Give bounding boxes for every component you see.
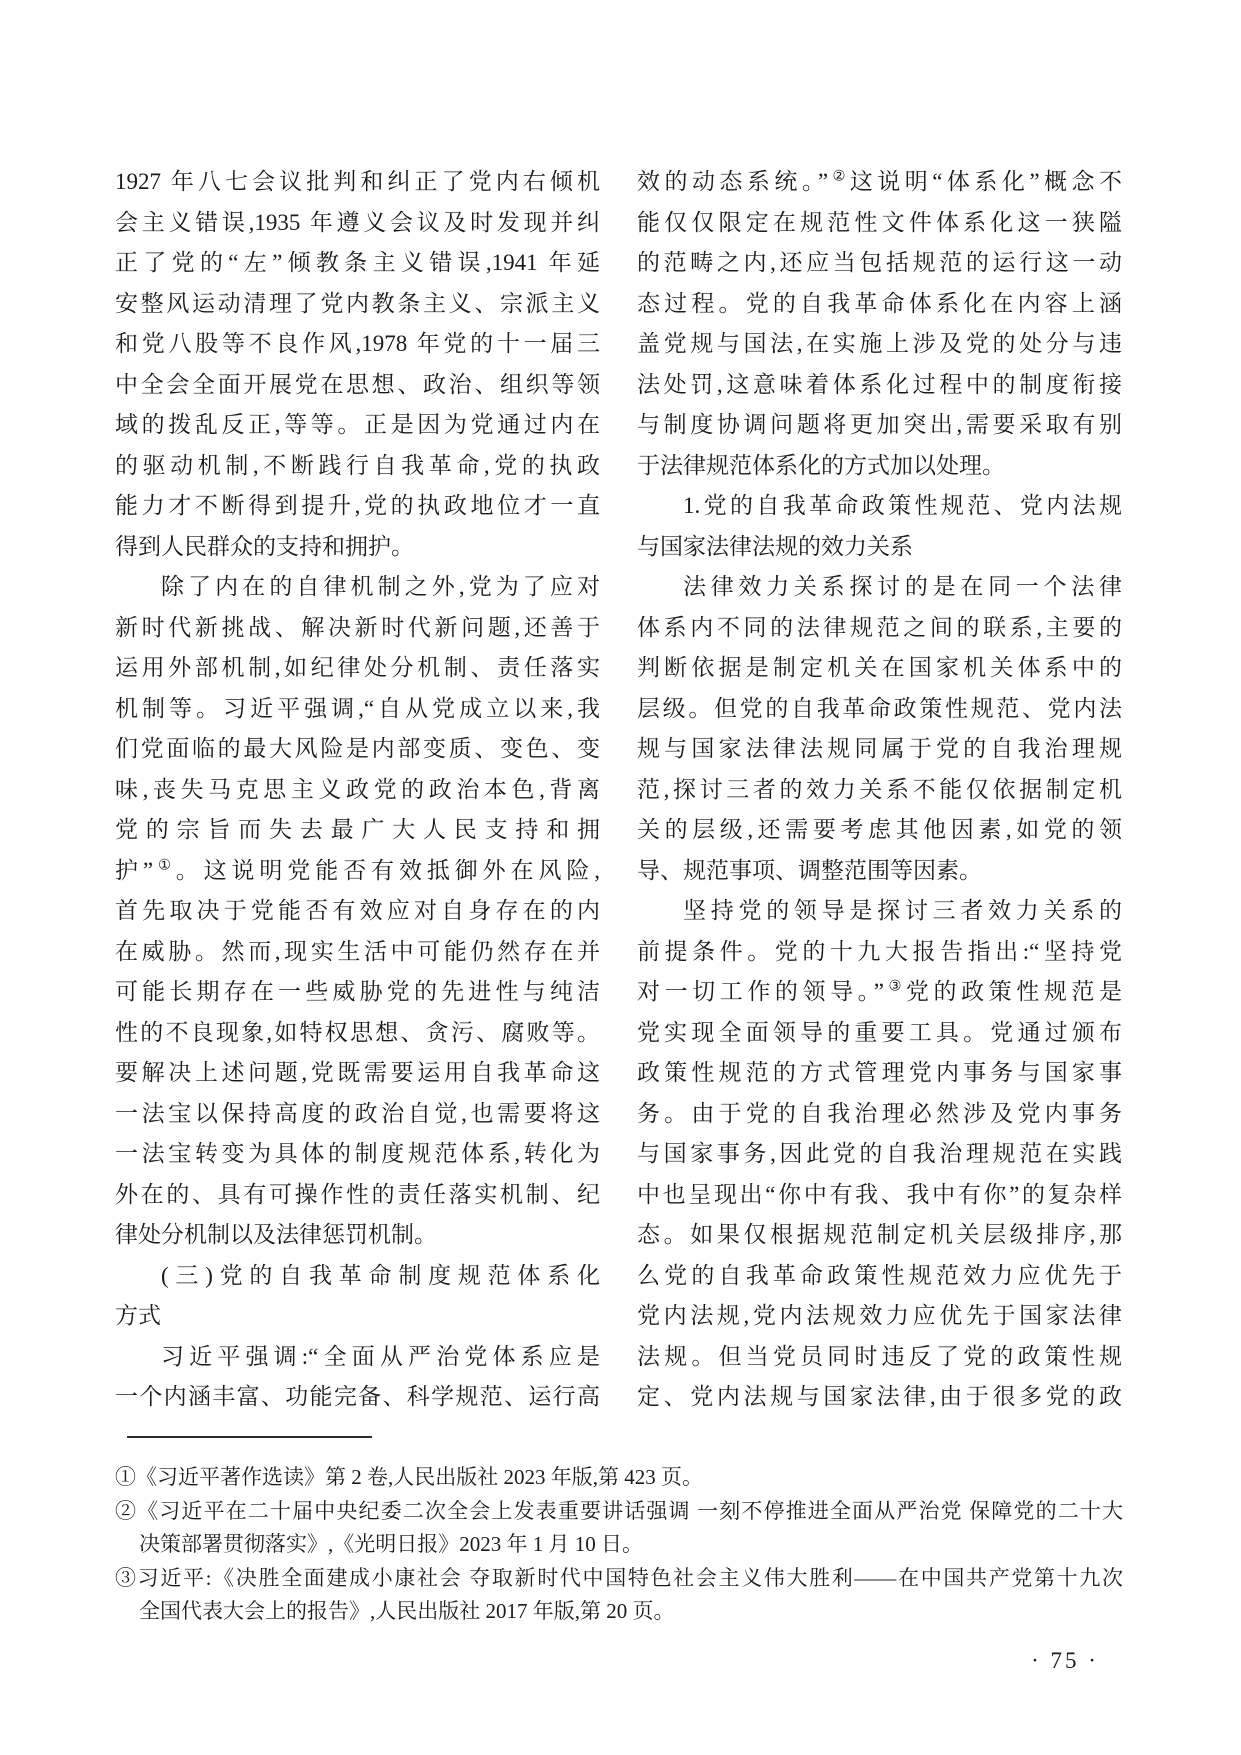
text-line: 于法律规范体系化的方式加以处理。 [637, 452, 1005, 478]
text-line: 律处分机制以及法律惩罚机制。 [115, 1222, 437, 1247]
text-line: 们党面临的最大风险是内部变质、变色、变 [115, 736, 600, 761]
text-line: 外在的、具有可操作性的责任落实机制、纪 [115, 1181, 600, 1207]
text-line: 方式 [115, 1303, 161, 1328]
text-line: 规与国家法律法规同属于党的自我治理规 [637, 736, 1122, 761]
text-line: 域的拨乱反正,等等。正是因为党通过内在 [115, 412, 600, 437]
text-line: 1927 年八七会议批判和纠正了党内右倾机 [115, 169, 600, 194]
text-line: 一法宝以保持高度的政治自觉,也需要将这 [115, 1100, 600, 1126]
text-line: 中全会全面开展党在思想、政治、组织等领 [115, 371, 600, 397]
text-line: 能力才不断得到提升,党的执政地位才一直 [115, 493, 600, 518]
footnotes-block [115, 1461, 1123, 1629]
text-line: 得到人民群众的支持和拥护。 [115, 533, 414, 559]
page-number: · 75 · [1031, 1648, 1099, 1673]
text-line: 法处罚,这意味着体系化过程中的制度衔接 [637, 371, 1122, 397]
right-text-column [637, 162, 1122, 1418]
text-line: 性的不良现象,如特权思想、贪污、腐败等。 [115, 1019, 600, 1045]
text-line: 中也呈现出“你中有我、我中有你”的复杂样 [637, 1181, 1122, 1207]
text-line: 坚持党的领导是探讨三者效力关系的 [683, 898, 1122, 923]
footnote-ref-marker: ① [153, 856, 176, 873]
text-line: 政策性规范的方式管理党内事务与国家事 [637, 1060, 1122, 1085]
text-line: 党的宗旨而失去最广大人民支持和拥 [115, 817, 600, 842]
text-line: 在威胁。然而,现实生活中可能仍然存在并 [115, 938, 600, 964]
text-line: 态。如果仅根据规范制定机关层级排序,那 [637, 1222, 1122, 1247]
text-line: 可能长期存在一些威胁党的先进性与纯洁 [115, 979, 600, 1004]
footnote-line: ③习近平:《决胜全面建成小康社会 夺取新时代中国特色社会主义伟大胜利——在中国共产党第十九次 [115, 1565, 1123, 1590]
text-line: 定、党内法规与国家法律,由于很多党的政 [637, 1384, 1122, 1409]
text-line: 新时代新挑战、解决新时代新问题,还善于 [115, 614, 600, 640]
text-line: 体系内不同的法律规范之间的联系,主要的 [637, 614, 1122, 640]
footnote-line: ①《习近平著作选读》第 2 卷,人民出版社 2023 年版,第 423 页。 [115, 1465, 703, 1489]
footnote-line: ②《习近平在二十届中央纪委二次全会上发表重要讲话强调 一刻不停推进全面从严治党 保障党的二十大 [115, 1498, 1123, 1523]
text-line: 要解决上述问题,党既需要运用自我革命这 [115, 1060, 600, 1085]
left-text-column [115, 162, 600, 1418]
footnote-line: 决策部署贯彻落实》,《光明日报》2023 年 1 月 10 日。 [139, 1532, 643, 1556]
text-line: 关的层级,还需要考虑其他因素,如党的领 [637, 817, 1122, 842]
text-line: 判断依据是制定机关在国家机关体系中的 [637, 655, 1122, 680]
text-line: 一个内涵丰富、功能完备、科学规范、运行高 [115, 1384, 600, 1409]
text-line: 党实现全面领导的重要工具。党通过颁布 [637, 1019, 1122, 1045]
text-line: 正了党的“左”倾教条主义错误,1941 年延 [115, 250, 600, 275]
text-line: 和党八股等不良作风,1978 年党的十一届三 [115, 331, 600, 356]
text-line: 的驱动机制,不断践行自我革命,党的执政 [115, 452, 600, 478]
footnote-ref-marker: ② [828, 168, 850, 185]
text-line: 党内法规,党内法规效力应优先于国家法律 [637, 1303, 1122, 1328]
text-line: 范,探讨三者的效力关系不能仅依据制定机 [637, 776, 1122, 802]
text-line: 么党的自我革命政策性规范效力应优先于 [637, 1262, 1122, 1288]
text-line: 除了内在的自律机制之外,党为了应对 [161, 574, 600, 599]
text-line: 能仅仅限定在规范性文件体系化这一狭隘 [637, 209, 1122, 235]
text-line: 安整风运动清理了党内教条主义、宗派主义 [115, 290, 600, 316]
text-line: 运用外部机制,如纪律处分机制、责任落实 [115, 655, 600, 680]
text-line: 法律效力关系探讨的是在同一个法律 [683, 574, 1122, 599]
text-line: 盖党规与国法,在实施上涉及党的处分与违 [637, 331, 1122, 356]
text-line: 与国家法律法规的效力关系 [637, 533, 913, 559]
footnote-ref-marker: ③ [883, 978, 906, 995]
text-line: 效的动态系统。”②这说明“体系化”概念不 [637, 168, 1122, 194]
text-line: 法规。但当党员同时违反了党的政策性规 [637, 1343, 1122, 1369]
text-line: 与国家事务,因此党的自我治理规范在实践 [637, 1141, 1122, 1166]
text-line: 1.党的自我革命政策性规范、党内法规 [683, 493, 1122, 518]
text-line: 态过程。党的自我革命体系化在内容上涵 [637, 290, 1122, 316]
text-line: 首先取决于党能否有效应对自身存在的内 [115, 898, 600, 923]
footnote-separator [127, 1436, 372, 1438]
text-line: 会主义错误,1935 年遵义会议及时发现并纠 [115, 209, 600, 235]
footnote-line: 全国代表大会上的报告》,人民出版社 2017 年版,第 20 页。 [139, 1599, 675, 1623]
text-line: 的范畴之内,还应当包括规范的运行这一动 [637, 250, 1122, 275]
text-line: 味,丧失马克思主义政党的政治本色,背离 [115, 776, 600, 802]
text-line: 习近平强调:“全面从严治党体系应是 [161, 1343, 600, 1369]
text-line: 对一切工作的领导。”③党的政策性规范是 [637, 978, 1122, 1004]
text-line: 前提条件。党的十九大报告指出:“坚持党 [637, 938, 1122, 964]
text-line: 导、规范事项、调整范围等因素。 [637, 857, 982, 883]
text-line: 护”①。这说明党能否有效抵御外在风险, [115, 856, 600, 883]
text-line: 层级。但党的自我革命政策性规范、党内法 [637, 695, 1122, 721]
text-line: 务。由于党的自我治理必然涉及党内事务 [637, 1100, 1122, 1126]
text-line: 与制度协调问题将更加突出,需要采取有别 [637, 412, 1122, 437]
text-line: (三)党的自我革命制度规范体系化 [161, 1262, 600, 1288]
text-line: 一法宝转变为具体的制度规范体系,转化为 [115, 1141, 600, 1166]
text-line: 机制等。习近平强调,“自从党成立以来,我 [115, 695, 600, 721]
